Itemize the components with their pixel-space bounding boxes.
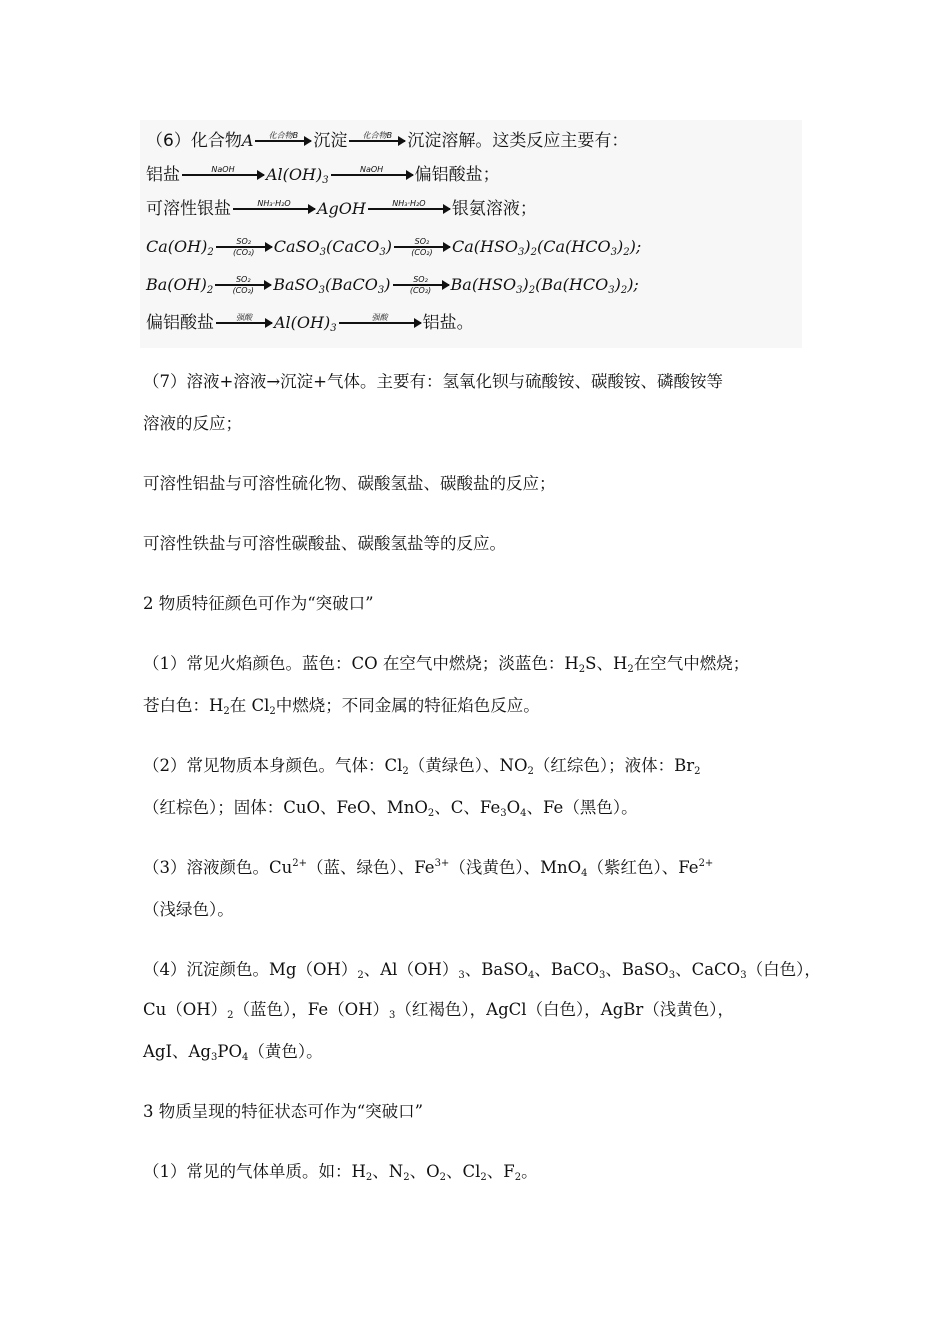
color-item-4-line-2: $Cu(OH)_2$（蓝色），$Fe(OH)_3$（红褐色），AgCl（白色），AgBr（浅黄色）， <box>143 1000 735 1021</box>
formula-text: 偏铝酸盐； <box>414 165 500 185</box>
formula-text: CaSO$_3$(CaCO$_3$) <box>273 237 392 258</box>
paragraph-9: 可溶性铁盐与可溶性碳酸盐、碳酸氢盐等的反应。 <box>143 534 506 553</box>
formula-line-3 <box>146 194 537 224</box>
paragraph-7-line-2: 溶液的反应； <box>143 414 242 433</box>
reaction-formula-figure <box>140 120 802 348</box>
formula-text: 沉淀溶解。这类反应主要有： <box>407 131 629 151</box>
formula-text: $Ba(HSO_3)_2(Ba(HCO_3)_2)$; <box>450 275 639 296</box>
formula-text: 铝盐 <box>146 165 180 185</box>
color-item-1-line-1: （1）常见火焰颜色。蓝色：CO 在空气中燃烧；淡蓝色：$H_2S$、$H_2$在空气中燃烧； <box>143 654 750 675</box>
reaction-arrow: 强酸 <box>339 308 421 338</box>
formula-text: AgOH <box>317 199 366 218</box>
color-item-4-line-1: （4）沉淀颜色。$Mg(OH)_2$、$Al(OH)_3$、BaSO$_4$、BaCO$_3$、BaSO$_3$、CaCO$_3$（白色）， <box>143 960 821 981</box>
formula-text: $Ba(OH)_2$ <box>146 275 214 296</box>
formula-line-1 <box>146 126 628 156</box>
reaction-arrow: 化合物B <box>255 126 311 156</box>
section-heading-3: 3 物质呈现的特征状态可作为“突破口” <box>143 1102 424 1121</box>
color-item-2-line-1: （2）常见物质本身颜色。气体：$Cl_2$（黄绿色）、$NO_2$（红综色）；液体：$Br_2$ <box>143 756 701 777</box>
reaction-arrow: SO₂ (CO₂) <box>216 232 272 262</box>
formula-text: 沉淀 <box>313 131 348 151</box>
formula-text: 偏铝酸盐 <box>146 313 214 333</box>
formula-text: BaSO$_3$(BaCO$_3$) <box>273 275 391 296</box>
reaction-arrow: NaOH <box>331 160 413 190</box>
reaction-arrow: SO₂ (CO₂) <box>393 270 449 300</box>
color-item-2-line-2: （红棕色）；固体：CuO、FeO、MnO$_2$、C、$Fe_3O_4$、Fe（黑色）。 <box>143 798 638 819</box>
formula-line-2 <box>146 160 500 190</box>
reaction-arrow: NaOH <box>182 160 264 190</box>
formula-line-4 <box>146 232 641 262</box>
reaction-arrow: SO₂ (CO₂) <box>394 232 450 262</box>
color-item-3-line-2: （浅绿色）。 <box>143 900 234 919</box>
section-heading-2: 2 物质特征颜色可作为“突破口” <box>143 594 374 613</box>
reaction-arrow: NH₃·H₂O <box>233 194 315 224</box>
formula-line-5 <box>146 270 639 300</box>
paragraph-8: 可溶性铝盐与可溶性硫化物、碳酸氢盐、碳酸盐的反应； <box>143 474 556 493</box>
formula-text: $Al(OH)_3$ <box>266 165 329 186</box>
color-item-1-line-2: 苍白色：$H_2$在 $Cl_2$中燃烧；不同金属的特征焰色反应。 <box>143 696 540 717</box>
paragraph-7-line-1: （7）溶液+溶液→沉淀+气体。主要有：氢氧化钡与硫酸铵、碳酸铵、磷酸铵等 <box>143 372 723 391</box>
color-item-3-line-1: （3）溶液颜色。$Cu^{2+}$（蓝、绿色）、$Fe^{3+}$（浅黄色）、MnO$_4$（紫红色）、$Fe^{2+}$ <box>143 858 714 879</box>
formula-text: 银氨溶液； <box>451 199 537 219</box>
formula-text: 铝盐。 <box>422 313 474 333</box>
reaction-arrow: 化合物B <box>349 126 405 156</box>
color-item-4-line-3: AgI、$Ag_3PO_4$（黄色）。 <box>143 1042 323 1063</box>
formula-text: $Al(OH)_3$ <box>274 313 337 334</box>
formula-text: （6）化合物 <box>146 131 242 151</box>
formula-text: A <box>241 131 254 150</box>
reaction-arrow: SO₂ (CO₂) <box>215 270 271 300</box>
state-item-1: （1）常见的气体单质。如：$H_2$、$N_2$、$O_2$、$Cl_2$、$F_2$。 <box>143 1162 538 1183</box>
reaction-arrow: NH₃·H₂O <box>368 194 450 224</box>
reaction-arrow: 强酸 <box>216 308 272 338</box>
formula-text: 可溶性银盐 <box>146 199 231 219</box>
formula-text: $Ca(HSO_3)_2(Ca(HCO_3)_2)$; <box>451 237 642 258</box>
formula-text: $Ca(OH)_2$ <box>146 237 214 258</box>
formula-line-6 <box>146 308 474 338</box>
